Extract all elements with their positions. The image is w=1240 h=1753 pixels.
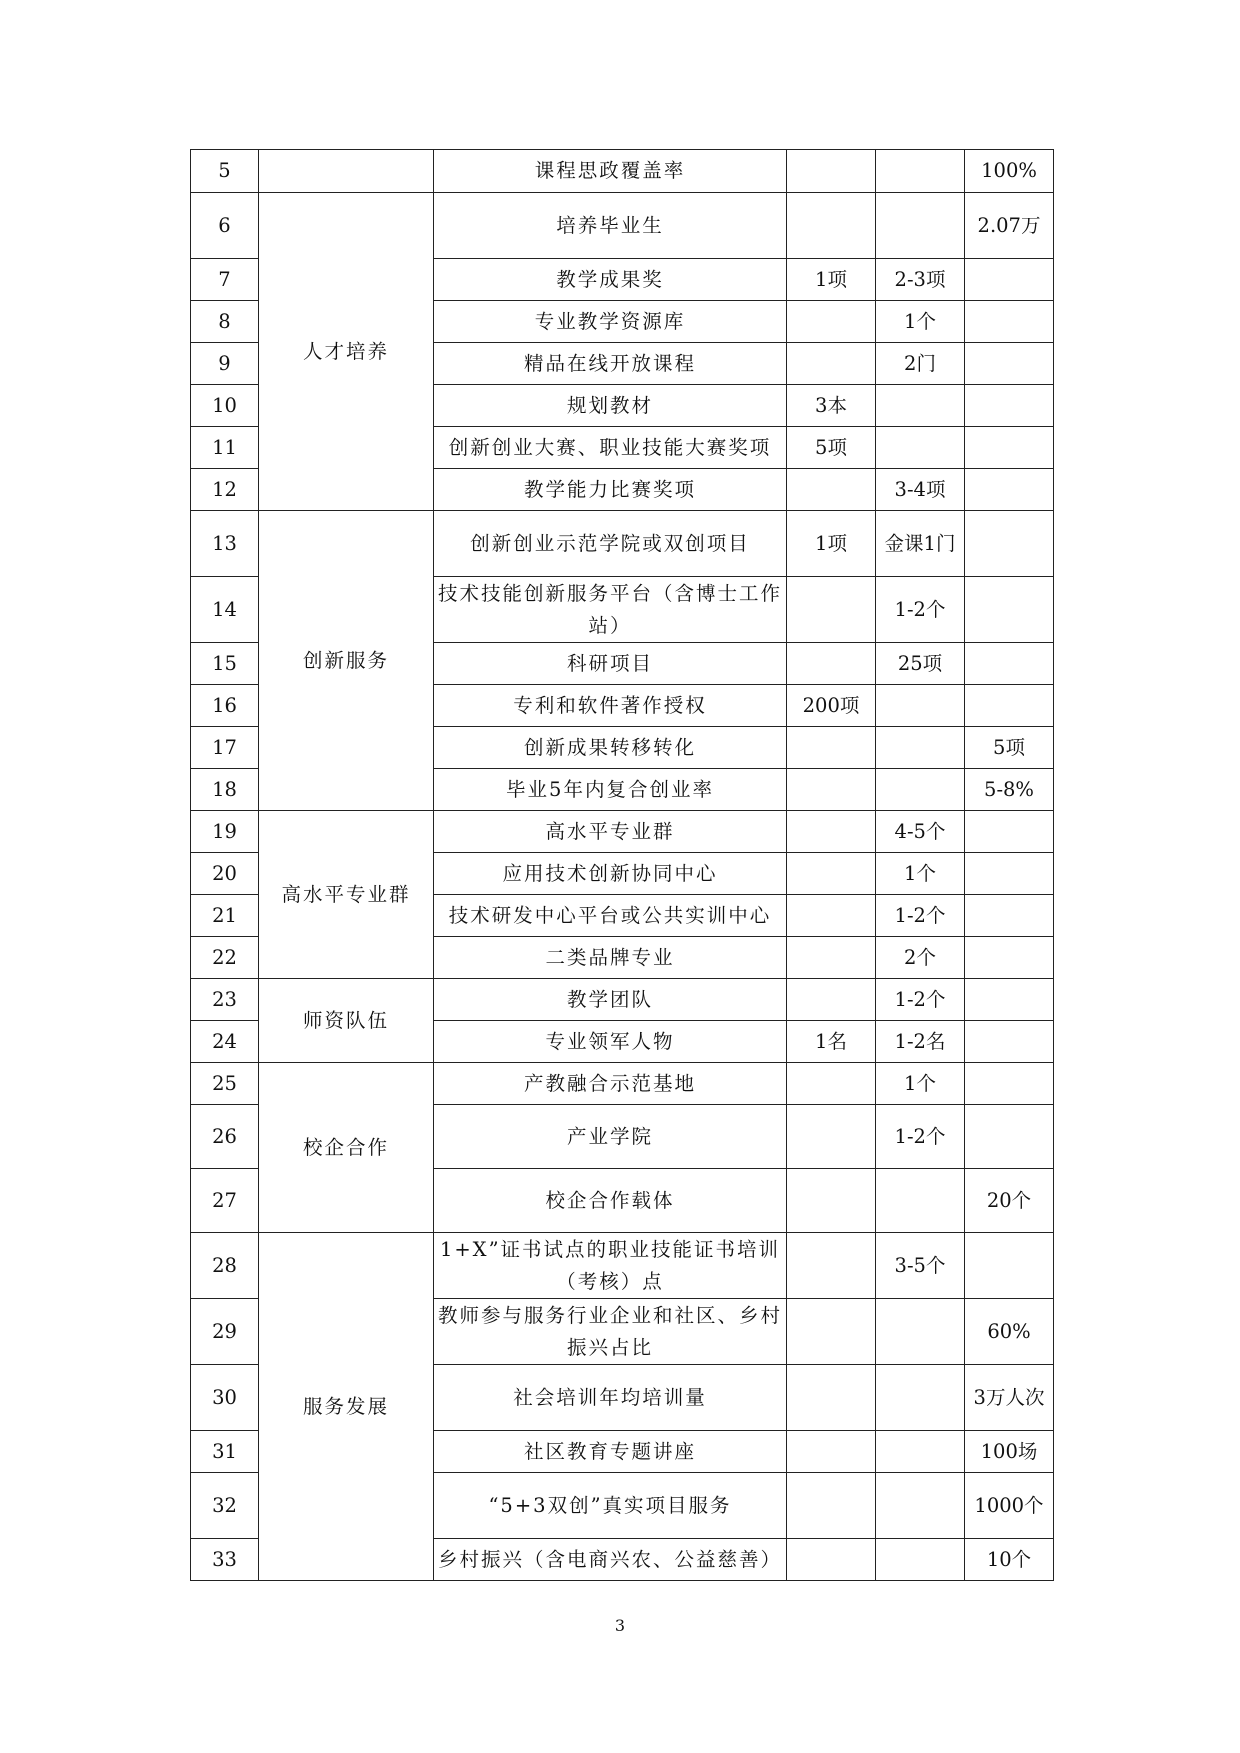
item-cell: 校企合作载体 [434,1169,787,1233]
row-number: 17 [191,727,259,769]
value-cell-1 [787,150,876,193]
category-cell: 服务发展 [259,1233,434,1581]
item-cell: 应用技术创新协同中心 [434,853,787,895]
value-cell-3 [965,301,1054,343]
value-cell-3: 3万人次 [965,1365,1054,1431]
item-cell: 教学成果奖 [434,259,787,301]
value-cell-1 [787,469,876,511]
row-number: 31 [191,1431,259,1473]
item-cell: 创新创业示范学院或双创项目 [434,511,787,577]
row-number: 19 [191,811,259,853]
item-cell: 社会培训年均培训量 [434,1365,787,1431]
value-cell-2: 1-2个 [876,979,965,1021]
item-cell: 专业教学资源库 [434,301,787,343]
row-number: 8 [191,301,259,343]
value-cell-2: 1个 [876,853,965,895]
value-cell-2: 3-4项 [876,469,965,511]
item-cell: 精品在线开放课程 [434,343,787,385]
value-cell-3: 5项 [965,727,1054,769]
row-number: 18 [191,769,259,811]
value-cell-1 [787,1169,876,1233]
value-cell-2: 2个 [876,937,965,979]
value-cell-3: 2.07万 [965,193,1054,259]
value-cell-1 [787,1539,876,1581]
category-cell: 创新服务 [259,511,434,811]
value-cell-3 [965,685,1054,727]
table-row [191,193,1054,259]
row-number: 13 [191,511,259,577]
item-cell: 技术技能创新服务平台（含博士工作站） [434,577,787,643]
row-number: 26 [191,1105,259,1169]
value-cell-1: 1项 [787,259,876,301]
value-cell-2 [876,385,965,427]
value-cell-2 [876,427,965,469]
value-cell-2 [876,727,965,769]
value-cell-1 [787,1233,876,1299]
indicator-table [190,149,1054,1581]
value-cell-1 [787,979,876,1021]
value-cell-1: 3本 [787,385,876,427]
value-cell-3: 20个 [965,1169,1054,1233]
category-cell [259,150,434,193]
value-cell-3 [965,811,1054,853]
category-cell: 人才培养 [259,193,434,511]
value-cell-3 [965,577,1054,643]
value-cell-2: 1个 [876,1063,965,1105]
value-cell-3: 100% [965,150,1054,193]
row-number: 24 [191,1021,259,1063]
row-number: 14 [191,577,259,643]
value-cell-2: 25项 [876,643,965,685]
table-row [191,511,1054,577]
value-cell-1 [787,577,876,643]
item-cell: 培养毕业生 [434,193,787,259]
table-row [191,150,1054,193]
value-cell-2 [876,769,965,811]
value-cell-3 [965,259,1054,301]
value-cell-2 [876,1169,965,1233]
row-number: 28 [191,1233,259,1299]
item-cell: 专利和软件著作授权 [434,685,787,727]
value-cell-3: 60% [965,1299,1054,1365]
item-cell: 乡村振兴（含电商兴农、公益慈善） [434,1539,787,1581]
row-number: 21 [191,895,259,937]
value-cell-2: 1-2名 [876,1021,965,1063]
page-number: 3 [614,1616,626,1635]
value-cell-3 [965,343,1054,385]
value-cell-3: 1000个 [965,1473,1054,1539]
value-cell-2: 1个 [876,301,965,343]
value-cell-3 [965,1021,1054,1063]
value-cell-2: 2-3项 [876,259,965,301]
value-cell-2: 金课1门 [876,511,965,577]
value-cell-2: 2门 [876,343,965,385]
value-cell-1: 1项 [787,511,876,577]
row-number: 20 [191,853,259,895]
value-cell-3 [965,385,1054,427]
value-cell-3 [965,1105,1054,1169]
value-cell-1 [787,301,876,343]
item-cell: 创新创业大赛、职业技能大赛奖项 [434,427,787,469]
item-cell: 产教融合示范基地 [434,1063,787,1105]
value-cell-2: 4-5个 [876,811,965,853]
value-cell-1: 1名 [787,1021,876,1063]
value-cell-2: 1-2个 [876,895,965,937]
item-cell: 创新成果转移转化 [434,727,787,769]
row-number: 5 [191,150,259,193]
value-cell-2 [876,150,965,193]
value-cell-3 [965,511,1054,577]
value-cell-1 [787,727,876,769]
item-cell: 二类品牌专业 [434,937,787,979]
value-cell-3 [965,643,1054,685]
value-cell-1: 200项 [787,685,876,727]
item-cell: 产业学院 [434,1105,787,1169]
value-cell-3 [965,895,1054,937]
item-cell: 课程思政覆盖率 [434,150,787,193]
item-cell: 毕业5年内复合创业率 [434,769,787,811]
value-cell-2 [876,1365,965,1431]
table-row [191,811,1054,853]
category-cell: 高水平专业群 [259,811,434,979]
row-number: 16 [191,685,259,727]
table-row [191,979,1054,1021]
value-cell-2 [876,1539,965,1581]
row-number: 23 [191,979,259,1021]
row-number: 7 [191,259,259,301]
item-cell: 教学能力比赛奖项 [434,469,787,511]
item-cell: 专业领军人物 [434,1021,787,1063]
item-cell: 教学团队 [434,979,787,1021]
value-cell-1 [787,1473,876,1539]
value-cell-1 [787,1431,876,1473]
value-cell-1 [787,1105,876,1169]
category-cell: 校企合作 [259,1063,434,1233]
row-number: 9 [191,343,259,385]
value-cell-1 [787,1063,876,1105]
category-cell: 师资队伍 [259,979,434,1063]
value-cell-1 [787,1299,876,1365]
row-number: 30 [191,1365,259,1431]
row-number: 33 [191,1539,259,1581]
value-cell-2 [876,193,965,259]
value-cell-1 [787,853,876,895]
value-cell-3 [965,1233,1054,1299]
value-cell-1 [787,811,876,853]
value-cell-1 [787,193,876,259]
value-cell-2: 1-2个 [876,1105,965,1169]
table-row [191,1063,1054,1105]
value-cell-3 [965,853,1054,895]
value-cell-3: 5-8% [965,769,1054,811]
item-cell: 科研项目 [434,643,787,685]
row-number: 25 [191,1063,259,1105]
row-number: 11 [191,427,259,469]
item-cell: 高水平专业群 [434,811,787,853]
table-row [191,1233,1054,1299]
value-cell-3 [965,1063,1054,1105]
row-number: 32 [191,1473,259,1539]
value-cell-1: 5项 [787,427,876,469]
item-cell: 规划教材 [434,385,787,427]
value-cell-2 [876,685,965,727]
row-number: 15 [191,643,259,685]
row-number: 12 [191,469,259,511]
row-number: 22 [191,937,259,979]
value-cell-2: 3-5个 [876,1233,965,1299]
value-cell-3: 100场 [965,1431,1054,1473]
value-cell-2: 1-2个 [876,577,965,643]
value-cell-1 [787,895,876,937]
row-number: 6 [191,193,259,259]
item-cell: 教师参与服务行业企业和社区、乡村振兴占比 [434,1299,787,1365]
value-cell-1 [787,769,876,811]
value-cell-1 [787,1365,876,1431]
value-cell-3 [965,979,1054,1021]
item-cell: 技术研发中心平台或公共实训中心 [434,895,787,937]
item-cell: 社区教育专题讲座 [434,1431,787,1473]
row-number: 10 [191,385,259,427]
row-number: 27 [191,1169,259,1233]
value-cell-1 [787,343,876,385]
value-cell-2 [876,1473,965,1539]
value-cell-1 [787,643,876,685]
value-cell-3: 10个 [965,1539,1054,1581]
value-cell-3 [965,427,1054,469]
value-cell-3 [965,469,1054,511]
value-cell-3 [965,937,1054,979]
value-cell-2 [876,1299,965,1365]
item-cell: 1+X”证书试点的职业技能证书培训（考核）点 [434,1233,787,1299]
row-number: 29 [191,1299,259,1365]
value-cell-1 [787,937,876,979]
value-cell-2 [876,1431,965,1473]
item-cell: “5+3双创”真实项目服务 [434,1473,787,1539]
